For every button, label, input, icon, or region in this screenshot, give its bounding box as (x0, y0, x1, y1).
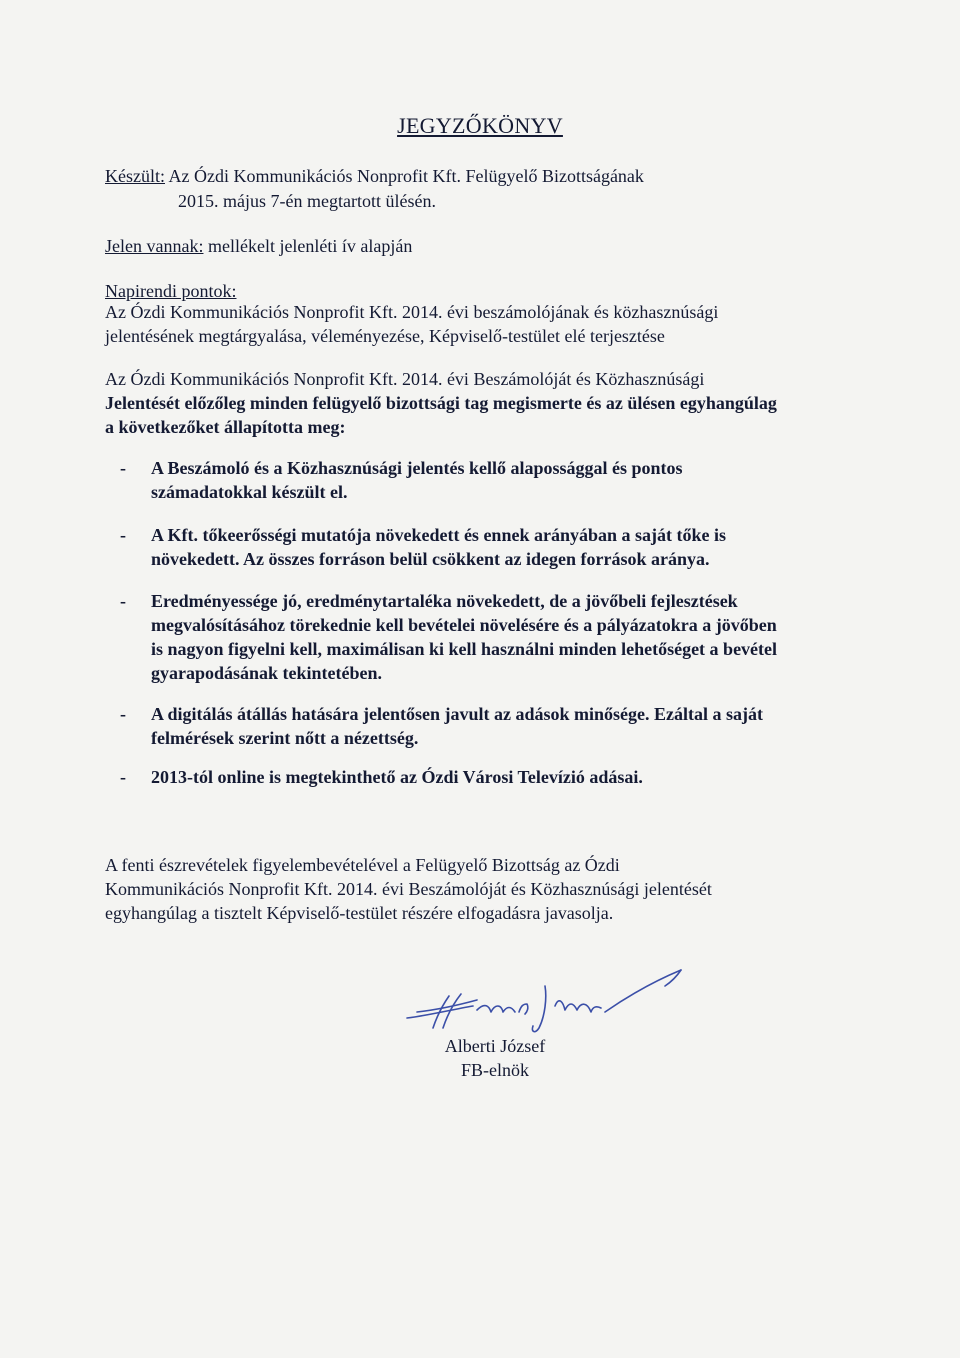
bullet-dash: - (120, 591, 126, 611)
signatory-name: Alberti József (444, 1036, 546, 1056)
intro-line-1: Az Ózdi Kommunikációs Nonprofit Kft. 2014. évi Beszámolóját és Közhasznúsági (105, 369, 705, 389)
bullet-1-line-1: A Beszámoló és a Közhasznúsági jelentés kellő alapossággal és pontos (151, 458, 683, 478)
handwritten-signature (395, 966, 695, 1036)
bullet-dash: - (120, 458, 126, 478)
prepared-text: Az Ózdi Kommunikációs Nonprofit Kft. Felügyelő Bizottságának (165, 166, 644, 186)
bullet-2-line-2: növekedett. Az összes forráson belül csökkent az idegen források aránya. (151, 549, 710, 569)
bullet-dash: - (120, 767, 126, 787)
bullet-3-line-4: gyarapodásának tekintetében. (151, 663, 383, 683)
closing-line-2: Kommunikációs Nonprofit Kft. 2014. évi Beszámolóját és Közhasznúsági jelentését (105, 879, 712, 899)
bullet-3-line-2: megvalósításához törekednie kell bevételei növelésére és a pályázatokra a jövőben (151, 615, 777, 635)
closing-line-3: egyhangúlag a tisztelt Képviselő-testület részére elfogadásra javasolja. (105, 903, 614, 923)
present-line (105, 237, 412, 255)
document-title: JEGYZŐKÖNYV (397, 113, 563, 138)
bullet-4-line-1: A digitálás átállás hatására jelentősen javult az adások minősége. Ezáltal a saját (151, 704, 763, 724)
prepared-line (105, 167, 644, 185)
intro-line-3: a következőket állapította meg: (105, 417, 346, 437)
bullet-dash: - (120, 704, 126, 724)
signature-strokes (407, 970, 681, 1032)
closing-line-1: A fenti észrevételek figyelembevételével a Felügyelő Bizottság az Ózdi (105, 855, 620, 875)
agenda-label: Napirendi pontok: (105, 281, 237, 301)
bullet-3-line-3: is nagyon figyelni kell, maximálisan ki kell használni minden lehetőséget a bevétel (151, 639, 778, 659)
intro-line-2: Jelentését előzőleg minden felügyelő bizottsági tag megismerte és az ülésen egyhangúlag (105, 393, 777, 413)
bullet-2-line-1: A Kft. tőkeerősségi mutatója növekedett és ennek arányában a saját tőke is (151, 525, 726, 545)
bullet-5-line-1: 2013-tól online is megtekinthető az Ózdi Városi Televízió adásai. (151, 767, 643, 787)
prepared-date: 2015. május 7-én megtartott ülésén. (178, 191, 436, 211)
present-label: Jelen vannak: (105, 236, 204, 256)
present-text: mellékelt jelenléti ív alapján (203, 236, 413, 256)
agenda-line-2: jelentésének megtárgyalása, véleményezése, Képviselő-testület elé terjesztése (105, 326, 665, 346)
bullet-4-line-2: felmérések szerint nőtt a nézettség. (151, 728, 419, 748)
bullet-1-line-2: számadatokkal készült el. (151, 482, 348, 502)
prepared-label: Készült: (105, 166, 165, 186)
agenda-line-1: Az Ózdi Kommunikációs Nonprofit Kft. 2014. évi beszámolójának és közhasznúsági (105, 302, 719, 322)
bullet-3-line-1: Eredményessége jó, eredménytartaléka növekedett, de a jövőbeli fejlesztések (151, 591, 738, 611)
bullet-dash: - (120, 525, 126, 545)
signatory-role: FB-elnök (460, 1060, 529, 1080)
